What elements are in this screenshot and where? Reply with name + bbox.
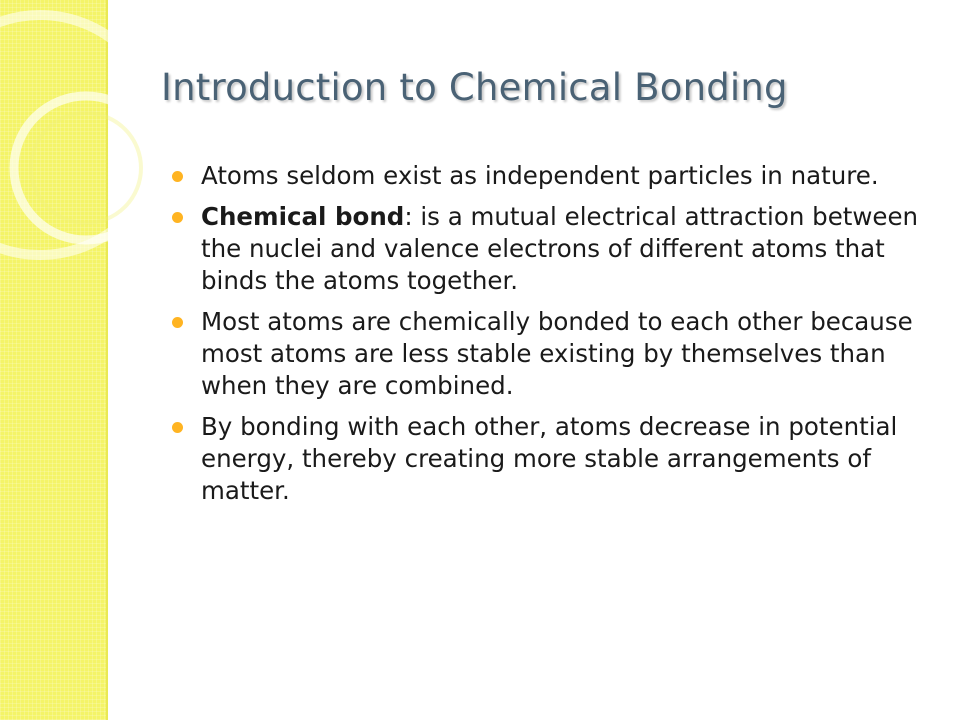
swirl-circles-icon — [0, 0, 170, 300]
bullet-term: Chemical bond — [201, 202, 405, 231]
bullet-item — [172, 201, 932, 297]
bullet-text: By bonding with each other, atoms decrease in potential energy, thereby creating more stable arrangements of matter. — [201, 412, 898, 505]
bullet-text: Atoms seldom exist as independent particles in nature. — [201, 161, 879, 190]
bullet-dot-icon — [172, 422, 183, 433]
bullet-dot-icon — [172, 212, 183, 223]
bullet-item — [172, 411, 932, 507]
bullet-item — [172, 160, 932, 192]
bullet-item — [172, 306, 932, 402]
bullet-text: Most atoms are chemically bonded to each other because most atoms are less stable existing by themselves than when they are combined. — [201, 307, 913, 400]
slide-title: Introduction to Chemical Bonding — [161, 66, 788, 109]
bullet-dot-icon — [172, 171, 183, 182]
bullet-definition: : is a mutual electrical attraction between the nuclei and valence electrons of different atoms that binds the atoms together. — [201, 202, 919, 295]
bullet-text — [201, 201, 932, 297]
bullet-dot-icon — [172, 317, 183, 328]
bullet-list — [172, 160, 932, 516]
